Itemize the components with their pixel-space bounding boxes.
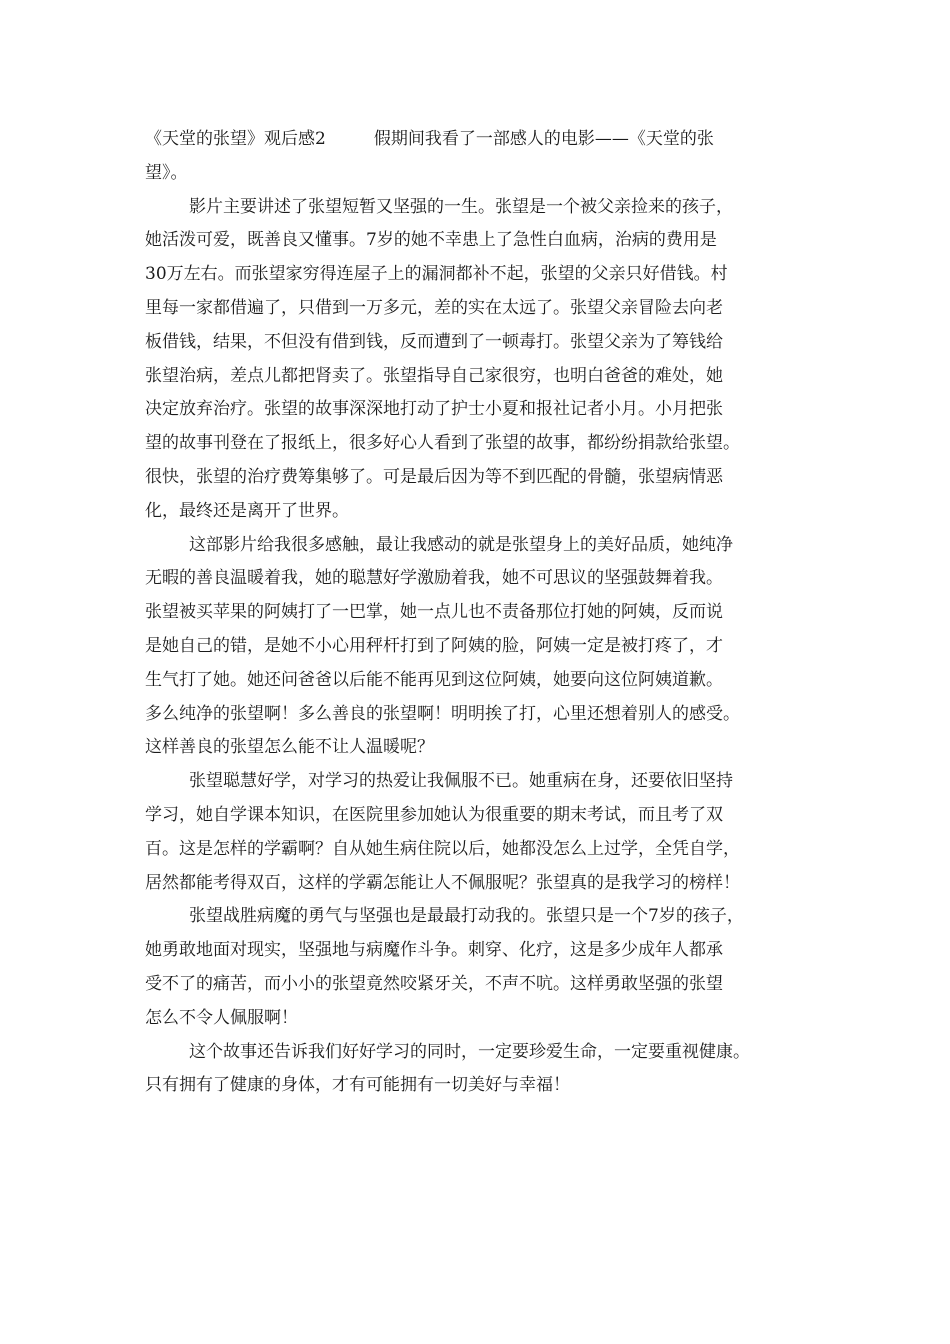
paragraph-first-line: 影片主要讲述了张望短暂又坚强的一生。张望是一个被父亲捡来的孩子， — [189, 196, 733, 217]
text-line: 望的故事刊登在了报纸上，很多好心人看到了张望的故事，都纷纷捐款给张望。 — [145, 433, 740, 454]
text-line: 生气打了她。她还问爸爸以后能不能再见到这位阿姨，她要向这位阿姨道歉。 — [145, 669, 723, 690]
text-line: 很快，张望的治疗费筹集够了。可是最后因为等不到匹配的骨髓，张望病情恶 — [145, 466, 723, 487]
text-line: 里每一家都借遍了，只借到一万多元，差的实在太远了。张望父亲冒险去向老 — [145, 297, 723, 318]
text-line: 无暇的善良温暖着我，她的聪慧好学激励着我，她不可思议的坚强鼓舞着我。 — [145, 568, 723, 589]
text-line: 30万左右。而张望家穷得连屋子上的漏洞都补不起，张望的父亲只好借钱。村 — [145, 264, 728, 285]
text-line: 张望被买苹果的阿姨打了一巴掌，她一点儿也不责备那位打她的阿姨，反而说 — [145, 602, 723, 623]
text-line: 望》。 — [145, 162, 188, 183]
text-line: 她勇敢地面对现实，坚强地与病魔作斗争。刺穿、化疗，这是多少成年人都承 — [145, 940, 723, 961]
text-line: 决定放弃治疗。张望的故事深深地打动了护士小夏和报社记者小月。小月把张 — [145, 399, 723, 420]
document-page — [145, 123, 815, 1103]
text-line: 她活泼可爱，既善良又懂事。7岁的她不幸患上了急性白血病，治病的费用是 — [145, 230, 717, 251]
paragraph-first-line: 张望战胜病魔的勇气与坚强也是最最打动我的。张望只是一个7岁的孩子， — [189, 906, 744, 927]
text-line: 是她自己的错，是她不小心用秤杆打到了阿姨的脸，阿姨一定是被打疼了，才 — [145, 635, 723, 656]
text-line: 学习，她自学课本知识，在医院里参加她认为很重要的期末考试，而且考了双 — [145, 804, 723, 825]
text-line: 张望治病，差点儿都把肾卖了。张望指导自己家很穷，也明白爸爸的难处，她 — [145, 365, 723, 386]
paragraph-first-line: 张望聪慧好学，对学习的热爱让我佩服不已。她重病在身，还要依旧坚持 — [189, 771, 733, 792]
document-title: 《天堂的张望》观后感2 — [145, 129, 326, 149]
text-line: 只有拥有了健康的身体，才有可能拥有一切美好与幸福！ — [145, 1075, 570, 1096]
text-line: 这样善良的张望怎么能不让人温暖呢？ — [145, 737, 434, 758]
text-line: 受不了的痛苦，而小小的张望竟然咬紧牙关，不声不吭。这样勇敢坚强的张望 — [145, 973, 723, 994]
text-line: 居然都能考得双百，这样的学霸怎能让人不佩服呢？张望真的是我学习的榜样！ — [145, 872, 740, 893]
text-line: 多么纯净的张望啊！多么善良的张望啊！明明挨了打，心里还想着别人的感受。 — [145, 703, 740, 724]
paragraph-first-line: 这部影片给我很多感触，最让我感动的就是张望身上的美好品质，她纯净 — [189, 534, 733, 555]
text-line: 怎么不令人佩服啊！ — [145, 1007, 298, 1028]
text-line: 化，最终还是离开了世界。 — [145, 500, 349, 521]
text-line: 板借钱，结果，不但没有借到钱，反而遭到了一顿毒打。张望父亲为了筹钱给 — [145, 331, 723, 352]
paragraph-first-line: 这个故事还告诉我们好好学习的同时，一定要珍爱生命，一定要重视健康。 — [189, 1041, 750, 1062]
text-line-content: 假期间我看了一部感人的电影——《天堂的张 — [373, 129, 714, 149]
text-line — [145, 123, 815, 157]
text-line: 百。这是怎样的学霸啊？自从她生病住院以后，她都没怎么上过学，全凭自学， — [145, 838, 740, 859]
